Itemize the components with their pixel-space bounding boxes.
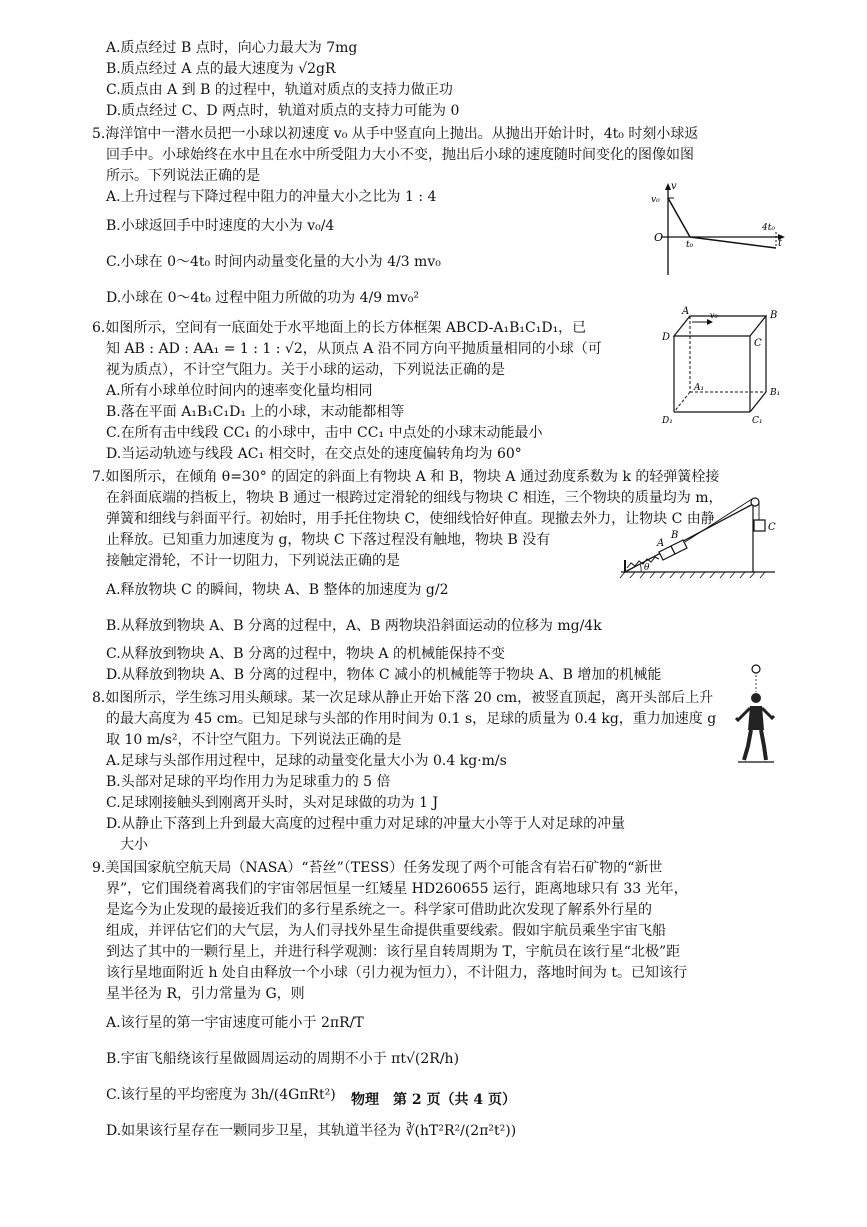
label-B: B — [671, 530, 679, 541]
label-v0: v₀ — [710, 311, 718, 320]
v0-label: v₀ — [651, 195, 660, 205]
q8-option-a: A.足球与头部作用过程中，足球的动量变化量大小为 0.4 kg·m/s — [106, 753, 507, 769]
q8-stem-3: 取 10 m/s²，不计空气阻力。下列说法正确的是 — [106, 732, 402, 748]
ground-hatch — [620, 572, 765, 578]
q6-stem-2: 知 AB : AD : AA₁ = 1 : 1 : √2，从顶点 A 沿不同方向平抛质量相同的小球（可 — [106, 341, 602, 357]
label-C: C — [768, 522, 776, 533]
q6-cuboid-figure — [660, 302, 790, 424]
label-C: C — [754, 338, 762, 349]
q6-option-b: B.落在平面 A₁B₁C₁D₁ 上的小球，末动能都相等 — [106, 404, 405, 420]
q9-stem-2: 界”，它们围绕着离我们的宇宙邻居恒星一红矮星 HD260655 运行，距离地球只有 33 光年， — [106, 881, 688, 897]
q9-stem-1: 9.美国国家航空航天局（NASA）“苔丝”（TESS）任务发现了两个可能含有岩石矿物的“新世 — [92, 860, 663, 876]
page-footer: 物理 第 2 页（共 4 页） — [351, 1092, 516, 1108]
right-leg — [761, 730, 766, 760]
label-A: A — [682, 306, 690, 317]
q7-stem-4: 止释放。已知重力加速度为 g，物块 C 下落过程没有触地，物块 B 没有 — [106, 532, 551, 548]
q9-stem-3: 是迄今为止发现的最接近我们的多行星系统之一。科学家可借助此次发现了解系外行星的 — [106, 902, 652, 918]
q8-stem-2: 的最大高度为 45 cm。已知足球与头部的作用时间为 0.1 s，足球的质量为 0.4 kg，重力加速度 g — [106, 711, 717, 727]
prev-option-a: A.质点经过 B 点时，向心力最大为 7mg — [106, 40, 358, 56]
prev-option-d: D.质点经过 C、D 两点时，轨道对质点的支持力可能为 0 — [106, 103, 460, 119]
q9-stem-6: 该行星地面附近 h 处自由释放一个小球（引力视为恒力），不计阻力，落地时间为 t。已知该行 — [106, 965, 687, 981]
top-face — [674, 316, 766, 336]
left-arm — [736, 708, 750, 720]
q9-option-b: B.宇宙飞船绕该行星做圆周运动的周期不小于 πt√(2R/h) — [106, 1051, 460, 1067]
label-theta: θ — [644, 563, 650, 573]
q7-option-c: C.从释放到物块 A、B 分离的过程中，物块 A 的机械能保持不变 — [106, 646, 505, 662]
q8-option-c: C.足球刚接触头到刚离开头时，头对足球做的功为 1 J — [106, 795, 439, 811]
fall-line — [690, 237, 776, 248]
edge-a1d1 — [674, 392, 690, 412]
label-A: A — [657, 538, 665, 549]
block-b — [671, 540, 687, 554]
q5-stem-2: 回手中。小球始终在水中且在水中所受阻力大小不变，抛出后小球的速度随时间变化的图像如图 — [106, 147, 694, 163]
q8-heading-figure — [730, 664, 780, 766]
q7-incline-figure — [615, 492, 795, 587]
t4-label: 4t₀ — [762, 223, 775, 233]
rise-line — [668, 198, 690, 237]
q6-option-d: D.当运动轨迹与线段 AC₁ 相交时，在交点处的速度偏转角均为 60° — [106, 446, 522, 462]
prev-question-options — [92, 38, 812, 122]
q7-stem-3: 弹簧和细线与斜面平行。初始时，用手托住物块 C，使细线恰好伸直。现撤去外力，让物块 C 由静 — [106, 511, 715, 527]
t0-label: t₀ — [686, 240, 694, 250]
angle-arc — [640, 564, 641, 572]
block-c — [754, 520, 765, 531]
q9-stem-7: 星半径为 R，引力常量为 G，则 — [106, 986, 305, 1002]
t-label: t — [778, 238, 783, 249]
q5-option-a: A.上升过程与下降过程中阻力的冲量大小之比为 1 : 4 — [106, 189, 437, 205]
label-A1: A₁ — [694, 383, 705, 393]
q5-stem-1: 5.海洋馆中一潜水员把一小球以初速度 v₀ 从手中竖直向上抛出。从抛出开始计时，4t₀ 时刻小球返 — [92, 126, 699, 142]
q5-vt-graph — [648, 180, 788, 280]
q7-option-b: B.从释放到物块 A、B 分离的过程中，A、B 两物块沿斜面运动的位移为 mg/4k — [106, 618, 602, 634]
q7-stem-1: 7.如图所示，在倾角 θ=30° 的固定的斜面上有物块 A 和 B，物块 A 通过劲度系数为 k 的轻弹簧栓接 — [92, 469, 720, 485]
q8-option-d: D.从静止下落到上升到最大高度的过程中重力对足球的冲量大小等于人对足球的冲量 — [106, 816, 626, 832]
q8-option-d-cont: 大小 — [120, 837, 148, 853]
q9-option-a: A.该行星的第一宇宙速度可能小于 2πR/T — [106, 1015, 364, 1031]
head — [751, 693, 761, 703]
q6-stem-1: 6.如图所示，空间有一底面处于水平地面上的长方体框架 ABCD-A₁B₁C₁D₁，已 — [92, 320, 587, 336]
q5-stem-3: 所示。下列说法正确的是 — [106, 168, 260, 184]
question-8 — [92, 688, 812, 856]
edge-c1b1 — [750, 392, 766, 412]
origin-label: O — [654, 231, 664, 244]
label-D: D — [662, 332, 671, 343]
prev-option-b: B.质点经过 A 点的最大速度为 √2gR — [106, 61, 336, 77]
q7-option-a: A.释放物块 C 的瞬间，物块 A、B 整体的加速度为 g/2 — [106, 582, 449, 598]
q5-option-c: C.小球在 0～4t₀ 时间内动量变化量的大小为 4/3 mv₀ — [106, 254, 441, 270]
q9-stem-4: 组成，并评估它们的大气层，为人们寻找外星生命提供重要线索。假如宇航员乘坐宇宙飞船 — [106, 923, 666, 939]
q7-stem-2: 在斜面底端的挡板上，物块 B 通过一根跨过定滑轮的细线与物块 C 相连，三个物块的质量均为 m， — [106, 490, 723, 506]
q6-stem-3: 视为质点），不计空气阻力。关于小球的运动，下列说法正确的是 — [106, 362, 505, 378]
label-C1: C₁ — [752, 416, 763, 424]
q9-option-c: C.该行星的平均密度为 3h/(4GπRt²) — [106, 1087, 336, 1103]
football — [752, 665, 760, 673]
right-arm — [762, 708, 774, 718]
q7-option-d: D.从释放到物块 A、B 分离的过程中，物体 C 减小的机械能等于物块 A、B 增加的机械能 — [106, 667, 662, 683]
label-D1: D₁ — [662, 416, 673, 424]
q8-option-b: B.头部对足球的平均作用力为足球重力的 5 倍 — [106, 774, 391, 790]
q5-option-b: B.小球返回手中时速度的大小为 v₀/4 — [106, 218, 335, 234]
label-B1: B₁ — [770, 388, 781, 398]
q6-option-c: C.在所有击中线段 CC₁ 的小球中，击中 CC₁ 中点处的小球末动能最小 — [106, 425, 543, 441]
prev-option-c: C.质点由 A 到 B 的过程中，轨道对质点的支持力做正功 — [106, 82, 453, 98]
q5-option-d: D.小球在 0～4t₀ 过程中阻力所做的功为 4/9 mv₀² — [106, 290, 419, 306]
q9-stem-5: 到达了其中的一颗行星上，并进行科学观测：该行星自转周期为 T，宇航员在该行星“北极”距 — [106, 944, 681, 960]
string-incline — [685, 499, 752, 542]
left-leg — [744, 730, 751, 760]
q8-stem-1: 8.如图所示，学生练习用头颠球。某一次足球从静止开始下落 20 cm，被竖直顶起，离开头部后上升 — [92, 690, 714, 706]
q6-option-a: A.所有小球单位时间内的速率变化量均相同 — [106, 383, 373, 399]
pulley — [751, 498, 759, 506]
label-B: B — [770, 310, 778, 321]
v-label: v — [671, 181, 677, 192]
q9-option-d: D.如果该行星存在一颗同步卫星，其轨道半径为 ∛(hT²R²/(2π²t²)) — [106, 1123, 517, 1139]
q7-stem-5: 接触定滑轮，不计一切阻力，下列说法正确的是 — [106, 553, 400, 569]
